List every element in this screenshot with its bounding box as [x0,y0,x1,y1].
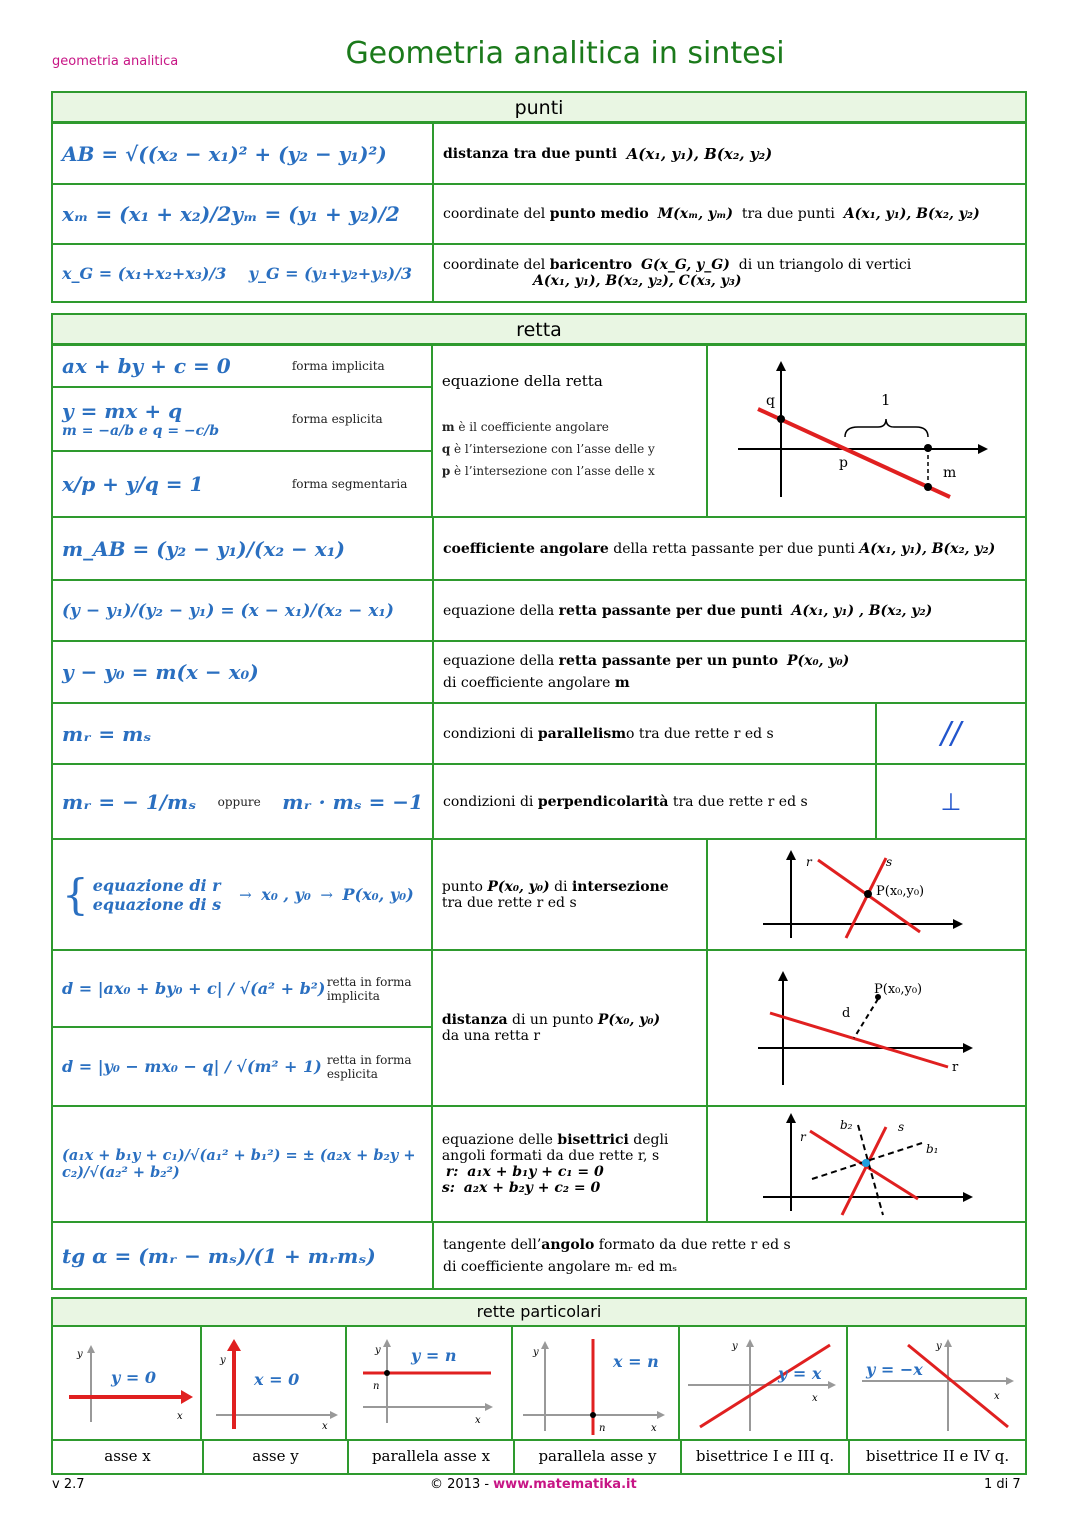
perpendicular-symbol: ⊥ [940,787,962,816]
line-s [842,1127,886,1215]
label-r: r [952,1060,959,1075]
y-axis-arrow [776,361,786,371]
desc-distance: distanza tra due punti [443,145,618,162]
graph-parallel-x-svg [347,1327,511,1437]
desc-midpoint-math: M(xₘ, yₘ) [657,206,734,222]
row-bisectors [53,1105,1025,1221]
red-arrow [227,1339,241,1351]
label-x: x [994,1391,1000,1402]
section-retta [51,313,1027,1290]
y-axis-arrow [786,1113,796,1123]
desc-bis-pre: equazione delle [441,1132,553,1148]
desc-centroid-pre: coordinate del [443,257,546,273]
graph-axis-x-svg [53,1327,200,1437]
desc-int-mid: di [554,878,568,895]
y-axis-arrow [541,1341,549,1349]
y-axis-arrow [746,1339,754,1347]
x-axis-arrow [978,444,988,454]
red-line [758,409,950,497]
subject-label: geometria analitica [52,54,179,69]
footer-copyright [430,1477,637,1492]
label-q: q [766,393,775,409]
row-intersection [53,838,1025,949]
graph-bisector-2-svg [848,1327,1028,1437]
y-axis-arrow [944,1339,952,1347]
row-coefficient [53,516,1025,579]
row-midpoint [53,183,1025,243]
x-axis-arrow [828,1381,836,1389]
desc-one-line2: di coefficiente angolare [443,675,611,691]
formula-midpoint-y: yₘ = (y₁ + y₂)/2 [231,202,400,226]
section-punti [51,91,1027,303]
note-q: q è l’intersezione con l’asse delle y [441,442,655,456]
y-axis-arrow [87,1345,95,1353]
x-axis-arrow [953,919,963,929]
desc-one-bold: retta passante per un punto [558,653,779,669]
label-asse-y: asse y [202,1441,347,1473]
row-one-point [53,640,1025,702]
label-x: x [322,1421,328,1432]
label-y: y [732,1341,738,1352]
desc-two-pre: equazione della [443,602,555,619]
page-title: Geometria analitica in sintesi [345,36,785,71]
row-centroid [53,243,1025,301]
desc-centroid-points: A(x₁, y₁), B(x₂, y₂), C(x₃, y₃) [533,273,742,289]
footer-page: 1 di 7 [984,1477,1021,1492]
system-eq-r: equazione di r [92,875,221,895]
label-x: x [475,1415,481,1426]
footer-version: v 2.7 [52,1477,85,1492]
section-title-particolari: rette particolari [53,1299,1025,1325]
label-p: p [839,455,848,471]
desc-centroid-bold: baricentro [549,257,633,273]
label-b2: b₂ [840,1118,853,1132]
desc-bis-line2: angoli formati da due rette r, s [441,1148,660,1164]
label-p: P(x₀,y₀) [876,884,925,899]
brace [845,419,928,437]
desc-one-point: P(x₀, y₀) [786,653,850,669]
label-distance-implicit: retta in forma implicita [326,974,412,1003]
desc-int-point: P(x₀, y₀) [487,878,550,895]
desc-bis-bold: bisettrici [557,1132,629,1148]
arrow-1: → [239,885,252,904]
graph-intersection [706,840,1025,949]
label-y: y [936,1341,942,1352]
point-n [384,1370,390,1376]
label-s: s [898,1120,905,1134]
distance-segment [854,999,878,1038]
x-axis-arrow [963,1192,973,1202]
particular-labels [53,1439,1025,1473]
desc-int-pre: punto [441,878,483,895]
desc-dist-line2: da una retta r [441,1028,541,1044]
label-parallel-x: parallela asse x [347,1441,513,1473]
formula-perp-2: mᵣ · mₛ = −1 [282,789,423,814]
formula-tangent: tg α = (mᵣ − mₛ)/(1 + mᵣmₛ) [62,1243,376,1268]
formula-implicit: ax + by + c = 0 [62,354,231,378]
formula-distance-implicit: d = |ax₀ + by₀ + c| / √(a² + b²) [62,979,326,998]
label-implicit: forma implicita [291,359,385,373]
y-axis-arrow [383,1339,391,1347]
formula-two-points: (y − y₁)/(y₂ − y₁) = (x − x₁)/(x₂ − x₁) [62,600,394,621]
desc-dist-mid: di un punto [512,1012,594,1028]
desc-parallel-post: o tra due rette r ed s [626,725,774,742]
row-parallel [53,702,1025,763]
row-two-points [53,579,1025,640]
result-coords: x₀ , y₀ [261,885,311,904]
system-eq-s: equazione di s [92,894,222,914]
formula-coefficient: m_AB = (y₂ − y₁)/(x₂ − x₁) [62,536,345,561]
desc-midpoint-points: A(x₁, y₁), B(x₂, y₂) [843,206,980,222]
label-bisector-1: bisettrice I e III q. [680,1441,848,1473]
row-point-distance [53,949,1025,1105]
row-perpendicular [53,763,1025,838]
desc-centroid-math: G(x_G, y_G) [641,257,730,273]
note-p: p è l’intersezione con l’asse delle x [441,464,655,478]
x-axis-arrow [485,1403,493,1411]
row-line-forms [53,346,1025,516]
x-axis-arrow [657,1411,665,1419]
desc-tan-line2: di coefficiente angolare mᵣ ed mₛ [443,1258,678,1275]
red-line [908,1345,1008,1427]
desc-dist-point: P(x₀, y₀) [597,1012,661,1028]
red-arrow [181,1390,193,1404]
graph-parallel-y [511,1327,678,1439]
label-y: y [375,1345,381,1356]
graph-distance-svg [708,951,1025,1105]
x-axis-arrow [330,1411,338,1419]
desc-perp-pre: condizioni di [443,793,534,810]
desc-one-pre: equazione della [443,653,555,669]
label-1: 1 [881,391,891,409]
desc-distance-points: A(x₁, y₁), B(x₂, y₂) [626,144,773,163]
footer-site-link[interactable]: www.matematika.it [493,1477,637,1492]
label-distance-explicit: retta in forma esplicita [326,1052,412,1081]
label-n: n [373,1381,380,1392]
graph-axis-y-svg [202,1327,345,1437]
label-x: x [177,1411,183,1422]
desc-midpoint-pre: coordinate del [443,206,546,222]
section-particolari [51,1297,1027,1475]
label-n: n [599,1423,606,1434]
formula-explicit-sub: m = −a/b e q = −c/b [62,423,220,439]
formula-explicit: y = mx + q [62,399,183,423]
intersection-point [864,890,872,898]
eq-label: x = 0 [254,1370,300,1389]
desc-int-bold: intersezione [571,878,669,895]
label-y: y [533,1347,539,1358]
desc-parallel-pre: condizioni di [443,725,534,742]
desc-coef-bold: coefficiente angolare [443,540,609,557]
bis-r-label: r: [445,1164,459,1180]
parallel-symbol: // [940,716,962,751]
point-q [777,415,785,423]
y-axis-arrow [786,850,796,860]
row-distance [53,124,1025,183]
section-title-retta: retta [53,315,1025,346]
formula-midpoint-x: xₘ = (x₁ + x₂)/2 [62,202,232,226]
desc-bis-post: degli [633,1132,669,1148]
formula-bisectors: (a₁x + b₁y + c₁)/√(a₁² + b₁²) = ± (a₂x + b₂y + c₂)/√(a₂² + b₂²) [62,1147,416,1181]
graph-bisectors-svg [708,1107,1025,1221]
formula-parallel: mᵣ = mₛ [62,721,152,746]
desc-two-points: A(x₁, y₁) , B(x₂, y₂) [791,602,933,619]
desc-centroid-mid: di un triangolo di vertici [738,257,912,273]
label-b1: b₁ [926,1142,939,1156]
graph-axis-x [53,1327,200,1439]
eq-label: y = x [778,1364,822,1383]
desc-tan-pre: tangente dell’ [443,1236,542,1253]
y-axis-arrow [778,971,788,981]
row-tangent [53,1221,1025,1288]
label-y: y [77,1349,83,1360]
graph-parallel-x [345,1327,511,1439]
graph-distance [706,951,1025,1105]
label-parallel-y: parallela asse y [513,1441,680,1473]
point-n [590,1412,596,1418]
label-r: r [800,1130,806,1144]
label-explicit: forma esplicita [291,412,383,426]
desc-one-line2-bold: m [614,675,630,691]
desc-dist-bold: distanza [441,1012,508,1028]
graph-parallel-y-svg [513,1327,678,1437]
graph-bisector-1 [678,1327,846,1439]
desc-tan-post: formato da due rette r ed s [598,1236,791,1253]
graph-intersection-svg [708,840,1025,949]
graph-line [706,346,1025,516]
desc-coef-points: A(x₁, y₁), B(x₂, y₂) [859,540,996,557]
eq-label: y = n [411,1346,457,1365]
arrow-2: → [320,885,333,904]
result-point: P(x₀, y₀) [342,885,414,904]
graph-line-svg [708,347,1025,515]
eq-label: y = 0 [111,1368,156,1387]
eq-label: x = n [613,1352,659,1371]
label-s: s [886,855,893,869]
formula-perp-1: mᵣ = − 1/mₛ [62,789,197,814]
formula-distance-explicit: d = |y₀ − mx₀ − q| / √(m² + 1) [62,1057,322,1076]
label-bisector-2: bisettrice II e IV q. [848,1441,1025,1473]
section-title-punti: punti [53,93,1025,124]
label-x: x [651,1423,657,1434]
desc-perp-post: tra due rette r ed s [672,793,808,810]
label-p: P(x₀,y₀) [874,982,923,997]
intersection-point [862,1159,870,1167]
graph-bisector-1-svg [680,1327,846,1437]
eq-label: y = −x [866,1360,923,1379]
desc-parallel-bold: parallelism [537,725,627,742]
formula-centroid-x: x_G = (x₁+x₂+x₃)/3 [62,263,227,283]
formula-distance: AB = √((x₂ − x₁)² + (y₂ − y₁)²) [62,141,387,166]
desc-midpoint-mid: tra due punti [741,206,835,222]
desc-tan-bold: angolo [541,1236,595,1253]
line-r [770,1013,948,1067]
bis-s-eq: a₂x + b₂y + c₂ = 0 [463,1180,601,1196]
x-axis-arrow [1006,1377,1014,1385]
bis-s-label: s: [441,1180,455,1196]
label-segment: forma segmentaria [291,477,408,491]
system-brace: { [62,869,89,919]
label-x: x [812,1393,818,1404]
label-r: r [806,855,812,869]
label-y: y [220,1355,226,1366]
desc-int-line2: tra due rette r ed s [441,894,577,911]
desc-midpoint-bold: punto medio [549,206,649,222]
x-axis-arrow [963,1043,973,1053]
graph-bisector-2 [846,1327,1028,1439]
formula-one-point: y − y₀ = m(x − x₀) [62,660,259,684]
graph-bisectors [706,1107,1025,1221]
bis-r-eq: a₁x + b₁y + c₁ = 0 [467,1164,604,1180]
desc-coef-mid: della retta passante per due punti [613,540,855,557]
desc-two-bold: retta passante per due punti [558,602,783,619]
label-m: m [943,465,957,481]
label-oppure: oppure [217,794,261,809]
particular-graphs [53,1325,1025,1439]
eq-line-title: equazione della retta [441,372,603,390]
label-asse-x: asse x [104,1447,151,1465]
label-d: d [842,1006,851,1021]
desc-perp-bold: perpendicolarità [537,793,669,810]
formula-centroid-y: y_G = (y₁+y₂+y₃)/3 [248,263,412,283]
note-m: m è il coefficiente angolare [441,420,609,434]
footer-copyright-text: © 2013 - [430,1477,494,1492]
formula-segment: x/p + y/q = 1 [62,472,204,496]
graph-axis-y [200,1327,345,1439]
